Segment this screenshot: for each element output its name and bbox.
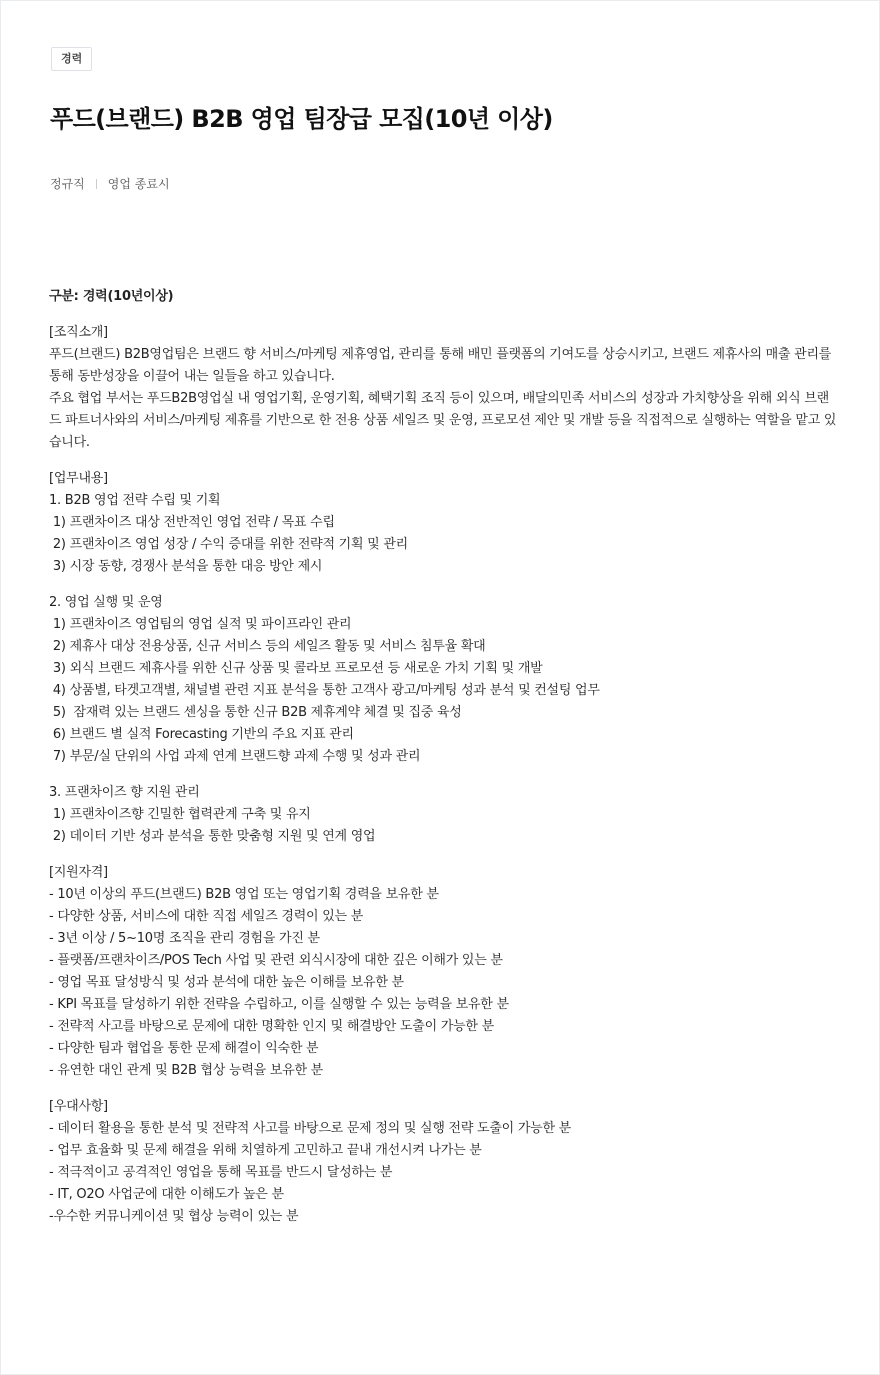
list-item: - IT, O2O 사업군에 대한 이해도가 높은 분 (49, 1187, 284, 1202)
duty-3-title: 3. 프랜차이즈 향 지원 관리 (49, 785, 200, 800)
list-item: - 다양한 팀과 협업을 통한 문제 해결이 익숙한 분 (49, 1041, 319, 1056)
career-tag: 경력 (51, 47, 92, 71)
page-title: 푸드(브랜드) B2B 영업 팀장급 모집(10년 이상) (50, 105, 553, 133)
list-item: - 데이터 활용을 통한 분석 및 전략적 사고를 바탕으로 문제 정의 및 실행 전략 도출이 가능한 분 (49, 1121, 571, 1136)
list-item: - 3년 이상 / 5~10명 조직을 관리 경험을 가진 분 (49, 931, 320, 946)
list-item: - 플랫폼/프랜차이즈/POS Tech 사업 및 관련 외식시장에 대한 깊은 이해가 있는 분 (49, 953, 503, 968)
list-item: - 적극적이고 공격적인 영업을 통해 목표를 반드시 달성하는 분 (49, 1165, 393, 1180)
org-paragraph-1: 푸드(브랜드) B2B영업팀은 브랜드 향 서비스/마케팅 제휴영업, 관리를 통해 배민 플랫폼의 기여도를 상승시키고, 브랜드 제휴사의 매출 관리를 통해 동반성장을 이끌어 내는 일들을 하고 있습니다. (49, 347, 832, 384)
list-item: - 업무 효율화 및 문제 해결을 위해 치열하게 고민하고 끝내 개선시켜 나가는 분 (49, 1143, 482, 1158)
list-item: 7) 부문/실 단위의 사업 과제 연계 브랜드향 과제 수행 및 성과 관리 (49, 749, 421, 764)
qualification-heading: [지원자격] (49, 865, 108, 880)
category-line: 구분: 경력(10년이상) (49, 289, 174, 304)
list-item: 3) 시장 동향, 경쟁사 분석을 통한 대응 방안 제시 (49, 559, 323, 574)
list-item: - 10년 이상의 푸드(브랜드) B2B 영업 또는 영업기획 경력을 보유한 분 (49, 887, 439, 902)
org-paragraph-2: 주요 협업 부서는 푸드B2B영업실 내 영업기획, 운영기획, 혜택기획 조직 등이 있으며, 배달의민족 서비스의 성장과 가치향상을 위해 외식 브랜드 파트너사와의 서비스/마케팅 제휴를 기반으로 한 전용 상품 세일즈 및 운영, 프로모션 제안 및 개발 등을 직접적으로 실행하는 역할을 맡고 있습니다. (49, 391, 837, 450)
list-item: 1) 프랜차이즈 대상 전반적인 영업 전략 / 목표 수립 (49, 515, 335, 530)
duty-1-title: 1. B2B 영업 전략 수립 및 기획 (49, 493, 221, 508)
list-item: 2) 프랜차이즈 영업 성장 / 수익 증대를 위한 전략적 기획 및 관리 (49, 537, 408, 552)
duty-2-title: 2. 영업 실행 및 운영 (49, 595, 163, 610)
list-item: - 전략적 사고를 바탕으로 문제에 대한 명확한 인지 및 해결방안 도출이 가능한 분 (49, 1019, 494, 1034)
job-description (49, 286, 839, 1228)
list-item: - KPI 목표를 달성하기 위한 전략을 수립하고, 이를 실행할 수 있는 능력을 보유한 분 (49, 997, 509, 1012)
list-item: - 다양한 상품, 서비스에 대한 직접 세일즈 경력이 있는 분 (49, 909, 364, 924)
preference-heading: [우대사항] (49, 1099, 108, 1114)
list-item: 2) 데이터 기반 성과 분석을 통한 맞춤형 지원 및 연계 영업 (49, 829, 376, 844)
job-meta (50, 175, 170, 193)
list-item: 1) 프랜차이즈향 긴밀한 협력관계 구축 및 유지 (49, 807, 311, 822)
list-item: 2) 제휴사 대상 전용상품, 신규 서비스 등의 세일즈 활동 및 서비스 침투율 확대 (49, 639, 486, 654)
employment-type: 정규직 (50, 177, 85, 191)
list-item: - 유연한 대인 관계 및 B2B 협상 능력을 보유한 분 (49, 1063, 323, 1078)
list-item: 1) 프랜차이즈 영업팀의 영업 실적 및 파이프라인 관리 (49, 617, 352, 632)
meta-divider (96, 179, 97, 189)
list-item: 6) 브랜드 별 실적 Forecasting 기반의 주요 지표 관리 (49, 727, 354, 742)
duty-heading: [업무내용] (49, 471, 108, 486)
list-item: 5) 잠재력 있는 브랜드 센싱을 통한 신규 B2B 제휴계약 체결 및 집중 육성 (49, 705, 462, 720)
list-item: - 영업 목표 달성방식 및 성과 분석에 대한 높은 이해를 보유한 분 (49, 975, 404, 990)
list-item: -우수한 커뮤니케이션 및 협상 능력이 있는 분 (49, 1209, 299, 1224)
posting-status: 영업 종료시 (107, 177, 170, 191)
org-heading: [조직소개] (49, 325, 108, 340)
list-item: 4) 상품별, 타겟고객별, 채널별 관련 지표 분석을 통한 고객사 광고/마케팅 성과 분석 및 컨설팅 업무 (49, 683, 600, 698)
list-item: 3) 외식 브랜드 제휴사를 위한 신규 상품 및 콜라보 프로모션 등 새로운 가치 기획 및 개발 (49, 661, 543, 676)
